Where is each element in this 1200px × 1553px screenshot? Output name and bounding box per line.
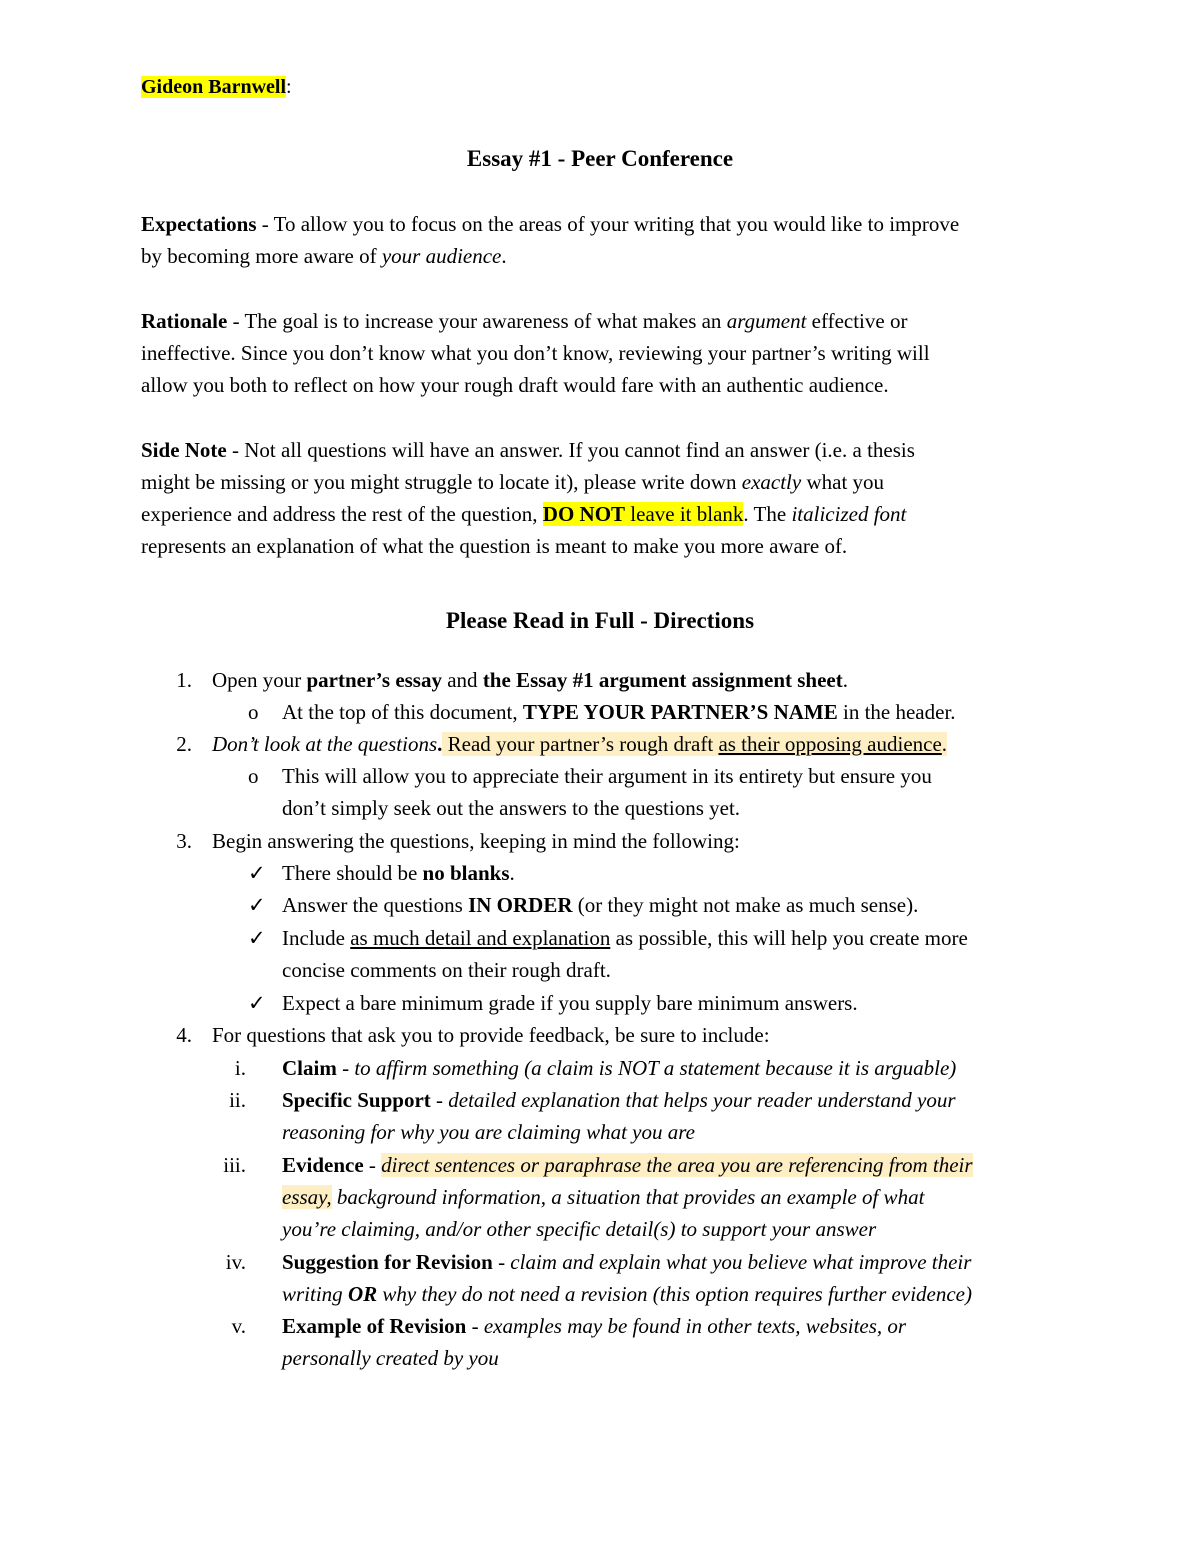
- feedback-specific-support-line-2: reasoning for why you are claiming what you are: [282, 1120, 695, 1144]
- side-note-line-4: represents an explanation of what the question is meant to make you more aware of.: [141, 534, 848, 558]
- rationale-label: Rationale: [141, 309, 228, 333]
- rationale-line-1: Rationale - The goal is to increase your awareness of what makes an argument effective or: [141, 309, 908, 333]
- do-not-leave-blank-highlight: DO NOT leave it blank: [542, 502, 744, 526]
- direction-item-2: Don’t look at the questions. Read your partner’s rough draft as their opposing audience.: [212, 732, 948, 756]
- checkmark-icon: ✓: [248, 861, 266, 885]
- expectations-line-1: Expectations - To allow you to focus on the areas of your writing that you would like to improve: [141, 212, 960, 236]
- direction-item-2-sub-line-1: This will allow you to appreciate their argument in its entirety but ensure you: [282, 764, 932, 788]
- check-item-2: Answer the questions IN ORDER (or they might not make as much sense).: [282, 893, 919, 917]
- check-item-3: Include as much detail and explanation as possible, this will help you create more: [282, 926, 968, 950]
- feedback-suggestion: Suggestion for Revision - claim and explain what you believe what improve their: [282, 1250, 972, 1274]
- feedback-evidence: Evidence - direct sentences or paraphrase the area you are referencing from their: [282, 1153, 973, 1177]
- list-number-1: 1.: [176, 668, 192, 692]
- list-number-2: 2.: [176, 732, 192, 756]
- roman-numeral: iv.: [225, 1250, 246, 1274]
- check-item-4: Expect a bare minimum grade if you supply bare minimum answers.: [282, 991, 858, 1015]
- side-note-line-3: experience and address the rest of the question, DO NOT leave it blank. The italicized font: [141, 502, 907, 526]
- side-note-line-2: might be missing or you might struggle to locate it), please write down exactly what you: [141, 470, 885, 494]
- check-item-1: There should be no blanks.: [282, 861, 515, 885]
- feedback-example-line-2: personally created by you: [282, 1346, 499, 1370]
- side-note-label: Side Note: [141, 438, 227, 462]
- roman-numeral: i.: [234, 1056, 246, 1080]
- page-title: Essay #1 - Peer Conference: [466, 146, 734, 171]
- list-number-4: 4.: [176, 1023, 192, 1047]
- expectations-label: Expectations: [141, 212, 257, 236]
- roman-numeral: ii.: [229, 1088, 246, 1112]
- direction-item-1: Open your partner’s essay and the Essay #1 argument assignment sheet.: [212, 668, 848, 692]
- feedback-example: Example of Revision - examples may be found in other texts, websites, or: [282, 1314, 907, 1338]
- partner-name: Gideon Barnwell: [141, 76, 287, 98]
- direction-item-4: For questions that ask you to provide feedback, be sure to include:: [212, 1023, 770, 1047]
- direction-item-2-sub-line-2: don’t simply seek out the answers to the questions yet.: [282, 796, 741, 820]
- checkmark-icon: ✓: [248, 991, 266, 1015]
- rationale-line-2: ineffective. Since you don’t know what you don’t know, reviewing your partner’s writing will: [141, 341, 930, 365]
- feedback-evidence-line-3: you’re claiming, and/or other specific detail(s) to support your answer: [282, 1217, 877, 1241]
- directions-title: Please Read in Full - Directions: [445, 608, 755, 633]
- feedback-evidence-line-2: essay, background information, a situation that provides an example of what: [282, 1185, 925, 1209]
- feedback-suggestion-line-2: writing OR why they do not need a revision (this option requires further evidence): [282, 1282, 972, 1306]
- checkmark-icon: ✓: [248, 893, 266, 917]
- direction-item-3: Begin answering the questions, keeping in mind the following:: [212, 829, 740, 853]
- expectations-line-2: by becoming more aware of your audience.: [141, 244, 507, 268]
- check-item-3-line-2: concise comments on their rough draft.: [282, 958, 611, 982]
- roman-numeral: v.: [231, 1314, 246, 1338]
- direction-item-1-sub: At the top of this document, TYPE YOUR PARTNER’S NAME in the header.: [282, 700, 956, 724]
- feedback-claim: Claim - to affirm something (a claim is NOT a statement because it is arguable): [282, 1056, 957, 1080]
- list-number-3: 3.: [176, 829, 192, 853]
- circle-bullet-icon: o: [248, 700, 259, 724]
- roman-numeral: iii.: [223, 1153, 246, 1177]
- read-draft-highlight: Read your partner’s rough draft as their opposing audience.: [442, 732, 948, 756]
- side-note-line-1: Side Note - Not all questions will have an answer. If you cannot find an answer (i.e. a thesis: [141, 438, 915, 462]
- checkmark-icon: ✓: [248, 926, 266, 950]
- rationale-line-3: allow you both to reflect on how your rough draft would fare with an authentic audience.: [141, 373, 889, 397]
- feedback-specific-support: Specific Support - detailed explanation that helps your reader understand your: [282, 1088, 956, 1112]
- partner-name-line: Gideon Barnwell:: [141, 76, 292, 98]
- circle-bullet-icon: o: [248, 764, 259, 788]
